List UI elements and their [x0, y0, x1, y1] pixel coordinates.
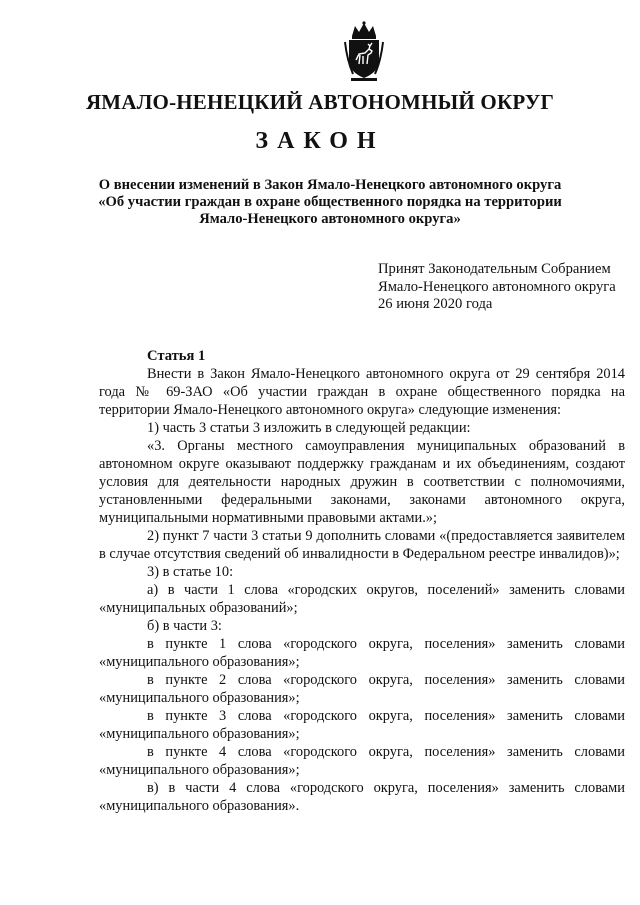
- article-title: Статья 1: [147, 348, 206, 364]
- subject-line: «Об участии граждан в охране общественного порядка на территории: [98, 194, 562, 210]
- article-paragraph: в пункте 4 слова «городского округа, поселения» заменить словами «муниципального образования»;: [99, 744, 625, 778]
- adoption-note: [378, 261, 616, 314]
- article-paragraph: в) в части 4 слова «городского округа, поселения» заменить словами «муниципального образования».: [99, 780, 625, 814]
- article-paragraph: 1) часть 3 статьи 3 изложить в следующей редакции:: [147, 420, 471, 436]
- article-paragraph: 3) в статье 10:: [147, 564, 234, 580]
- article-paragraph: в пункте 1 слова «городского округа, поселения» заменить словами «муниципального образования»;: [99, 636, 625, 670]
- adoption-line: Принят Законодательным Собранием: [378, 261, 611, 277]
- article-paragraph: в пункте 2 слова «городского округа, поселения» заменить словами «муниципального образования»;: [99, 672, 625, 706]
- article-paragraph: «3. Органы местного самоуправления муниципальных образований в автономном округе оказывают поддержку гражданам и их объединениям, создают условия для деятельности народных дружин в соответствии с полномочиями, установленными федеральными законами, законами автономного округа, муниципальными нормативными правовыми актами.»;: [99, 438, 625, 526]
- region-title: ЯМАЛО-НЕНЕЦКИЙ АВТОНОМНЫЙ ОКРУГ: [85, 90, 555, 114]
- document-type-title: ЗАКОН: [255, 128, 385, 154]
- adoption-line: Ямало-Ненецкого автономного округа: [378, 278, 616, 295]
- article-paragraph: а) в части 1 слова «городских округов, поселений» заменить словами «муниципальных образований»;: [99, 582, 625, 616]
- article-paragraph: в пункте 3 слова «городского округа, поселения» заменить словами «муниципального образования»;: [99, 708, 625, 742]
- article-paragraph: 2) пункт 7 части 3 статьи 9 дополнить словами «(предоставляется заявителем в случае отсутствия сведений об инвалидности в Федеральном реестре инвалидов)»;: [99, 528, 625, 562]
- adoption-date: 26 июня 2020 года: [378, 296, 493, 312]
- subject-line: О внесении изменений в Закон Ямало-Ненецкого автономного округа: [98, 177, 562, 193]
- law-subject-heading: [40, 177, 620, 228]
- article-paragraph: Внести в Закон Ямало-Ненецкого автономного округа от 29 сентября 2014 года № 69-ЗАО «Об участии граждан в охране общественного порядка на территории Ямало-Ненецкого автономного округа» следующие изменения:: [99, 366, 625, 418]
- article-body: [99, 365, 625, 815]
- coat-of-arms-emblem: [343, 20, 385, 82]
- article-paragraph: б) в части 3:: [147, 618, 222, 634]
- subject-line: Ямало-Ненецкого автономного округа»: [199, 211, 461, 227]
